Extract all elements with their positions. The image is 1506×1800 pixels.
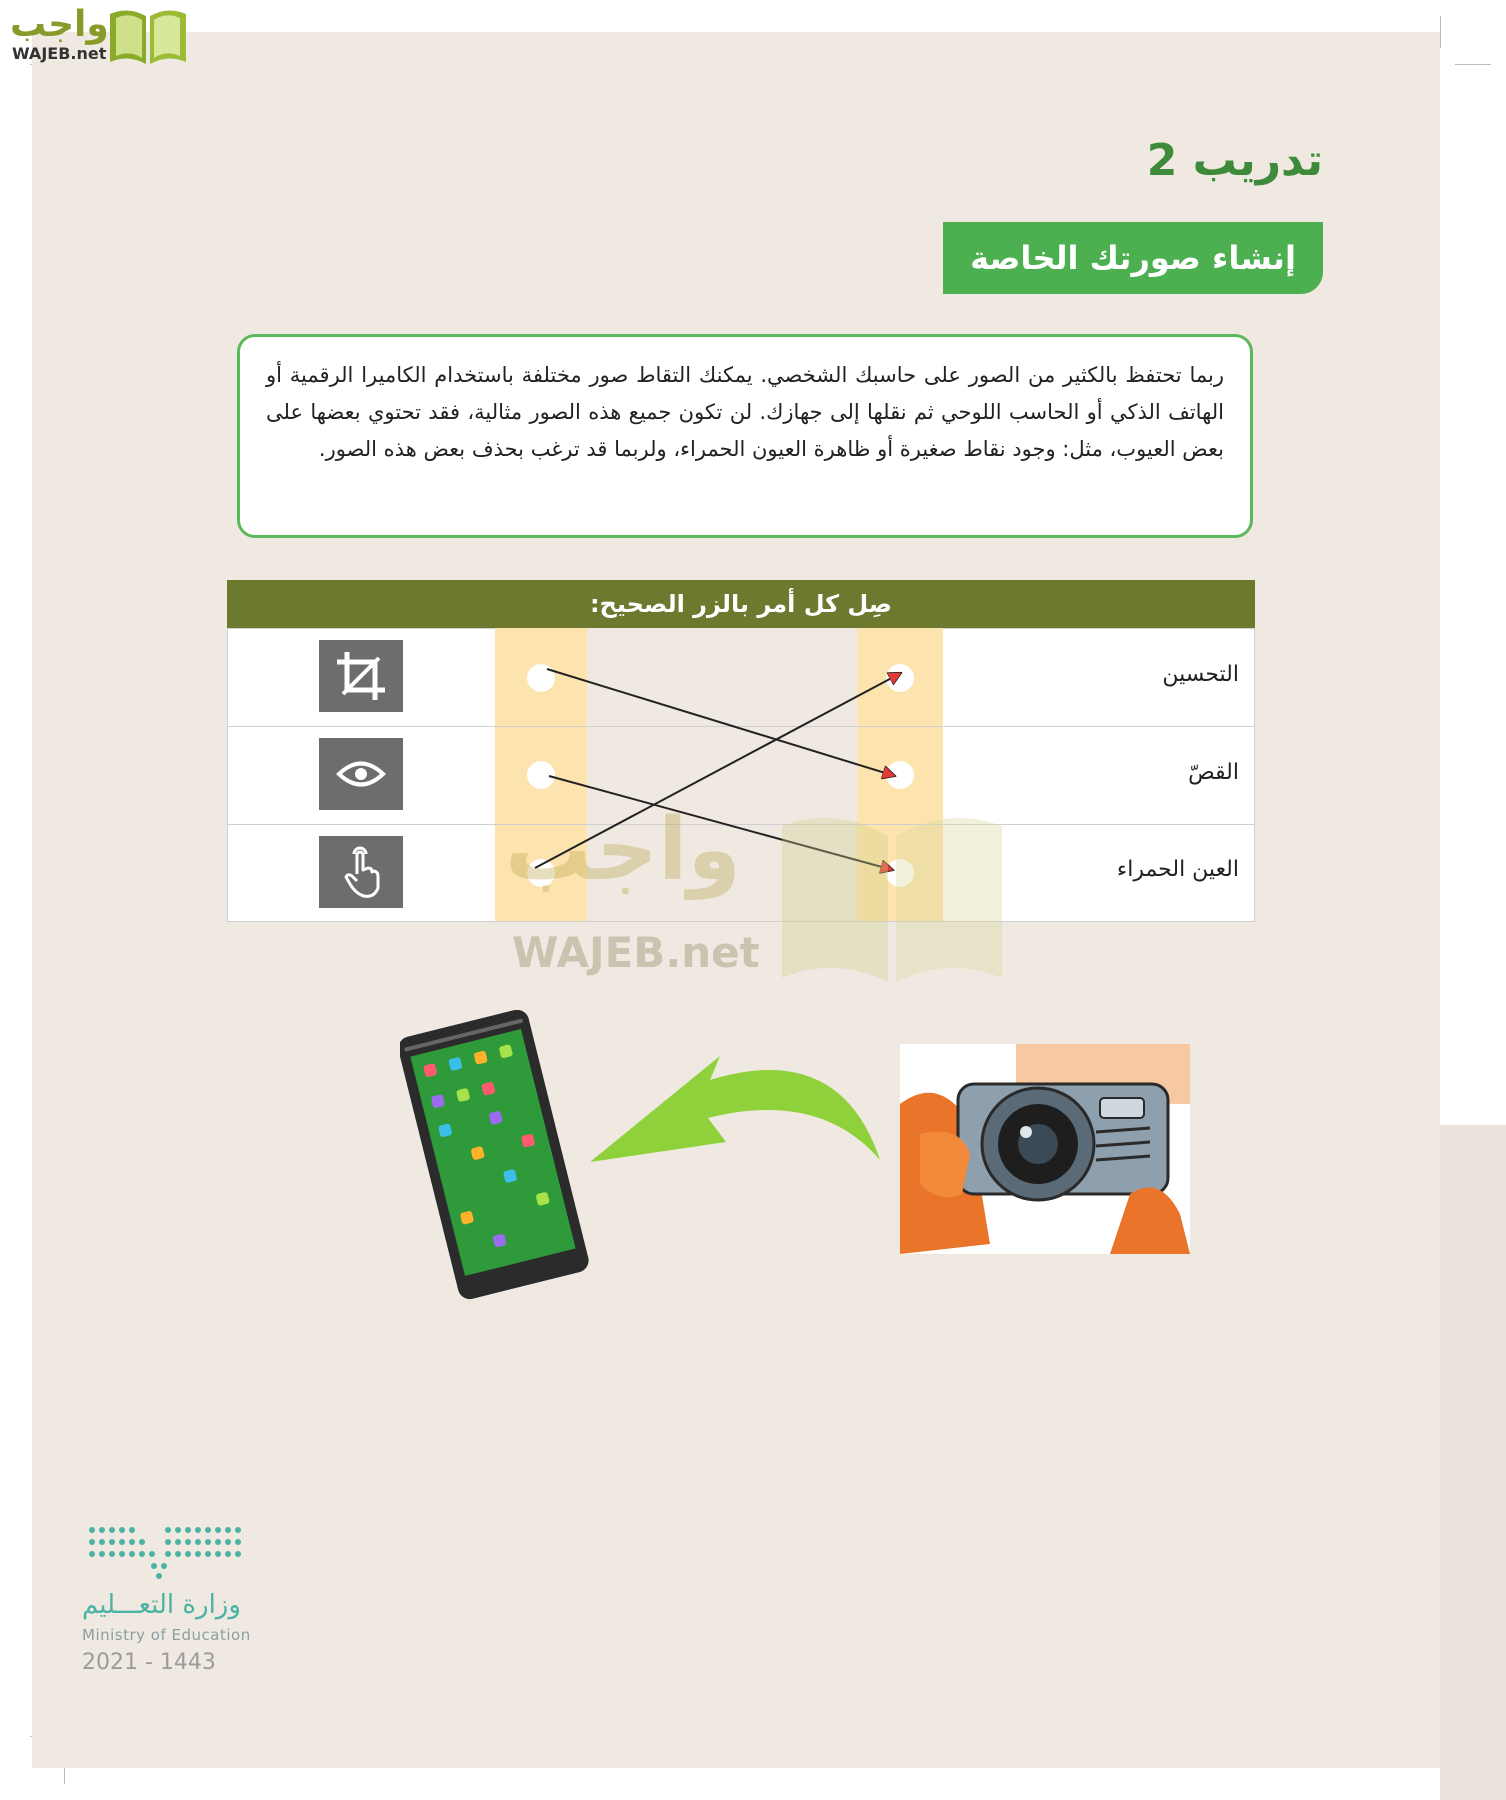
- command-crop: القصّ: [1188, 760, 1239, 785]
- page-side-tab: [1440, 1125, 1506, 1800]
- arrow-icon: [590, 1050, 890, 1170]
- watermark-arabic: واجب: [505, 800, 741, 900]
- ministry-arabic: وزارة التعـــليم: [82, 1590, 241, 1620]
- ministry-emblem-icon: [82, 1520, 252, 1580]
- command-red-eye: العين الحمراء: [1116, 857, 1239, 882]
- lesson-banner: إنشاء صورتك الخاصة: [943, 222, 1323, 294]
- camera-icon: [900, 1044, 1190, 1254]
- watermark-latin: WAJEB.net: [512, 928, 760, 977]
- wajeb-logo[interactable]: [10, 4, 190, 70]
- intro-text: ربما تحتفظ بالكثير من الصور على حاسبك الشخصي. يمكنك التقاط صور مختلفة باستخدام الكاميرا الرقمية أو الهاتف الذكي أو الحاسب اللوحي ثم نقلها إلى جهازك. لن تكون جميع هذه الصور مثالية، فقد تحتوي بعضها على بعض العيوب، مثل: وجود نقاط صغيرة أو ظاهرة العيون الحمراء، ولربما قد ترغب بحذف بعض هذه الصور.: [266, 363, 1224, 461]
- logo-arabic: واجب: [10, 4, 109, 45]
- academic-year: 2021 - 1443: [82, 1650, 216, 1675]
- intro-text-box: [237, 334, 1253, 538]
- link-arrow: [547, 669, 895, 776]
- book-icon: [106, 4, 190, 66]
- watermark: [500, 800, 1020, 1000]
- logo-latin: WAJEB.net: [12, 44, 107, 63]
- smartphone-icon: [400, 1010, 600, 1300]
- lesson-title: تدريب 2: [1146, 135, 1323, 186]
- crop-mark: [1440, 16, 1441, 48]
- ministry-english: Ministry of Education: [82, 1626, 251, 1644]
- watermark-book-icon: [778, 806, 1006, 986]
- ministry-logo: [82, 1520, 282, 1680]
- command-enhance: التحسين: [1162, 662, 1239, 687]
- crop-mark: [1455, 64, 1491, 65]
- matching-header: صِل كل أمر بالزر الصحيح:: [227, 580, 1255, 628]
